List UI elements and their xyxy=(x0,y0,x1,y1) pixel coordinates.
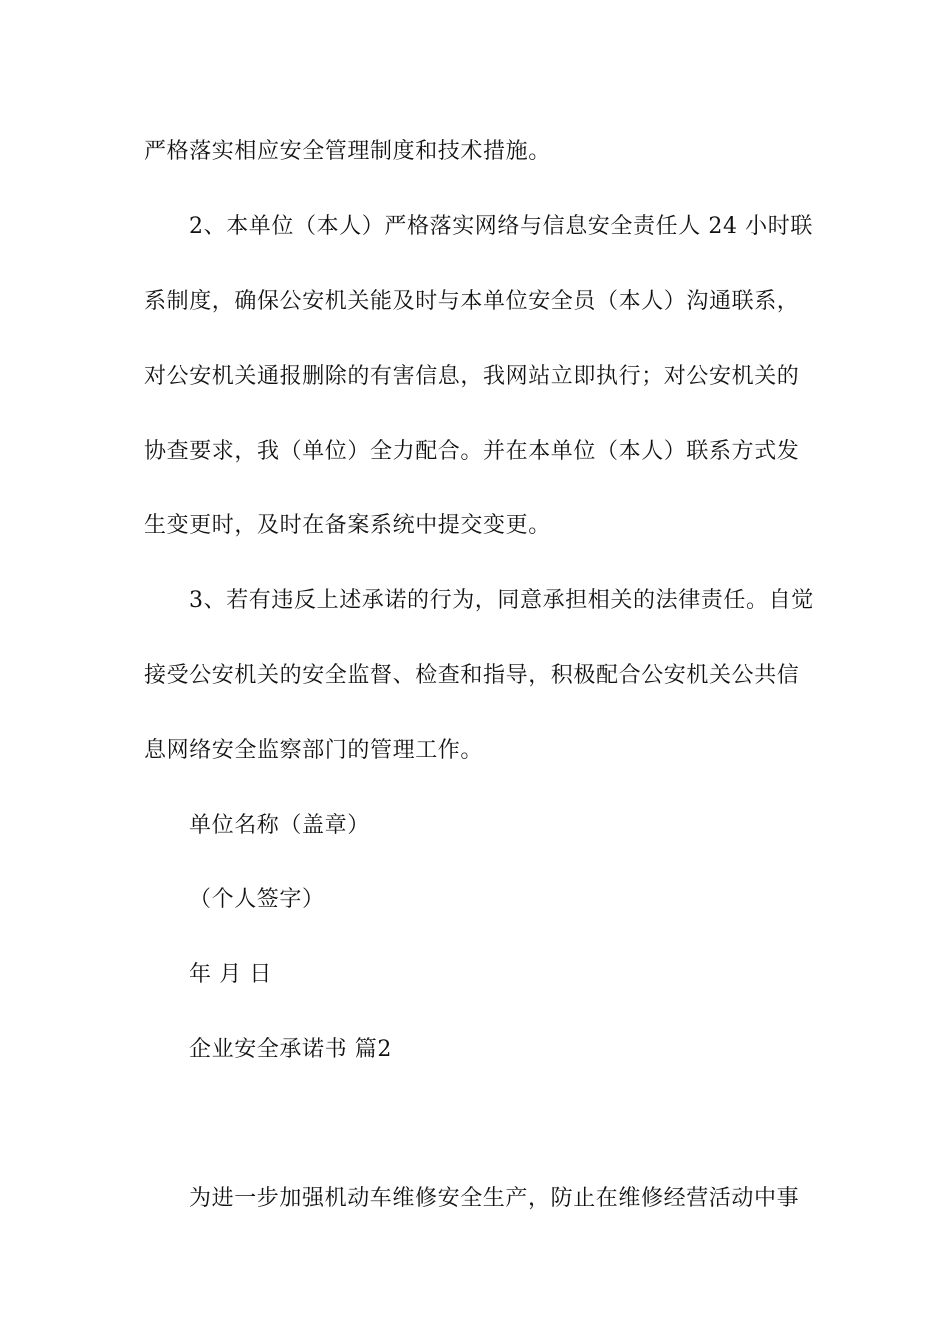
paragraph-3-line-3: 息网络安全监察部门的管理工作。 xyxy=(144,738,484,763)
paragraph-1-line-1: 严格落实相应安全管理制度和技术措施。 xyxy=(144,139,551,164)
paragraph-3-line-2: 接受公安机关的安全监督、检查和指导，积极配合公安机关公共信 xyxy=(144,663,800,688)
section-heading: 企业安全承诺书 篇2 xyxy=(189,1037,392,1062)
organization-name-label: 单位名称（盖章） xyxy=(189,813,370,838)
personal-signature-label: （个人签字） xyxy=(189,887,325,912)
paragraph-4-line-1: 为进一步加强机动车维修安全生产，防止在维修经营活动中事 xyxy=(189,1186,800,1211)
paragraph-2-line-1: 2、本单位（本人）严格落实网络与信息安全责任人 24 小时联 xyxy=(189,214,813,239)
paragraph-2-line-2: 系制度，确保公安机关能及时与本单位安全员（本人）沟通联系， xyxy=(144,289,800,314)
paragraph-2-line-3: 对公安机关通报删除的有害信息，我网站立即执行；对公安机关的 xyxy=(144,364,800,389)
date-label: 年 月 日 xyxy=(189,962,272,987)
paragraph-3-line-1: 3、若有违反上述承诺的行为，同意承担相关的法律责任。自觉 xyxy=(189,588,814,613)
paragraph-2-line-5: 生变更时，及时在备案系统中提交变更。 xyxy=(144,513,551,538)
paragraph-2-line-4: 协查要求，我（单位）全力配合。并在本单位（本人）联系方式发 xyxy=(144,439,800,464)
